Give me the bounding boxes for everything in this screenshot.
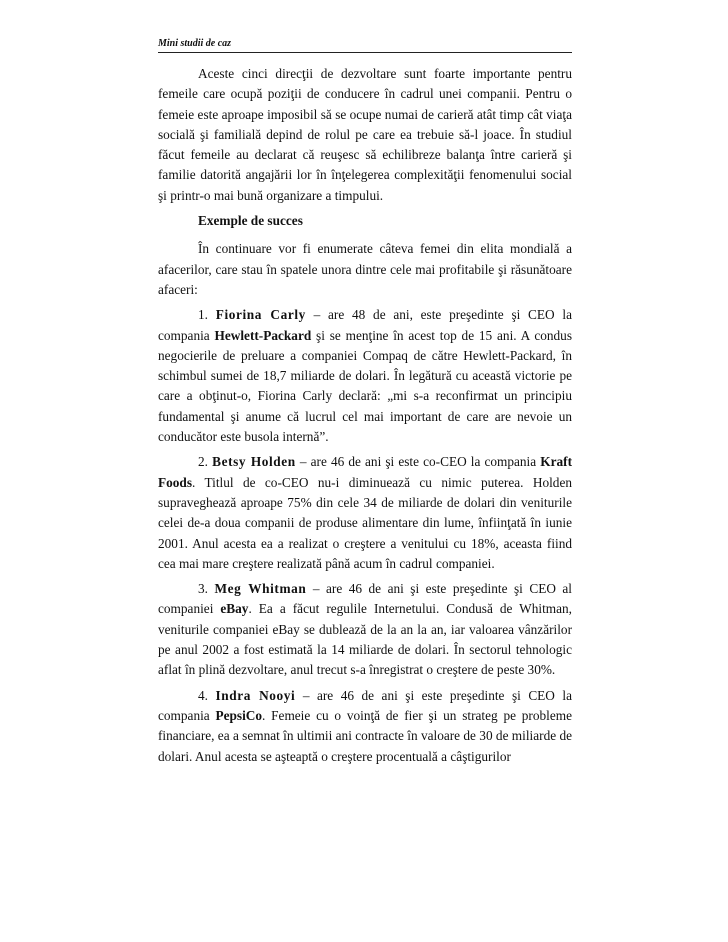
example-text: – are 46 de ani şi este co-CEO la compania bbox=[295, 454, 541, 470]
example-paragraph-holden bbox=[158, 452, 572, 574]
example-company-name: Kraft Foods bbox=[158, 454, 572, 490]
example-paragraph-fiorina bbox=[158, 305, 572, 447]
page-body bbox=[158, 64, 572, 772]
example-text: – are 46 de ani şi este preşedinte şi CEO la compania bbox=[158, 687, 573, 723]
example-number: 1. bbox=[198, 307, 208, 323]
example-number: 2. bbox=[198, 454, 208, 470]
example-person-name: Fiorina Carly bbox=[215, 307, 306, 323]
example-company-name: Hewlett-Packard bbox=[214, 327, 312, 343]
running-header-title: Mini studii de caz bbox=[158, 38, 232, 49]
example-person-name: Indra Nooyi bbox=[215, 687, 296, 703]
example-number: 3. bbox=[198, 581, 208, 597]
running-header bbox=[158, 38, 572, 53]
section-heading: Exemple de succes bbox=[198, 213, 303, 229]
example-paragraph-nooyi bbox=[158, 686, 572, 767]
example-text: . Ea a făcut regulile Internetului. Condusă de Whitman, veniturile companiei eBay se dublează de la an la an, iar valoarea vânzărilor pe anul 2002 a fost estimată la 14 miliarde de dolari. În sectorul tehnologic aflat în plină dezvoltare, anul trecut s-a înregistrat o creştere de peste 30%. bbox=[158, 601, 572, 678]
example-text: şi se menţine în acest top de 15 ani. A condus negocierile de preluare a companiei Compaq de către Hewlett-Packard, în schimbul sumei de 18,7 miliarde de dolari. În legătură cu această victorie pe care a obţinut-o, Fiorina Carly declară: „mi s-a reconfirmat un principiu fundamental şi anume că lucrul cel mai important de care are nevoie un conducător este busola internă”. bbox=[158, 327, 572, 445]
intro-paragraph: Aceste cinci direcţii de dezvoltare sunt foarte importante pentru femeile care ocupă poziţii de conducere în cadrul unei companii. Pentru o femeie este aproape imposibil să se ocupe numai de carieră atât timp cât viaţa socială şi familială depind de rolul pe care ea trebuie să-l joace. În studiul făcut femeile au declarat că reuşesc să echilibreze balanţa între carieră şi familie datorită angajării lor în înţelegerea complexităţii fenomenului social şi printr-o mai bună organizare a timpului. bbox=[158, 66, 572, 203]
example-text: . Titlul de co-CEO nu-i diminuează cu nimic puterea. Holden supraveghează aproape 75% din cele 34 de miliarde de dolari din veniturile celei de-a doua companii de produse alimentare din lume, înfiinţată în iunie 2001. Anul acesta ea a realizat o creştere a venitului cu 18%, aceasta fiind cea mai mare creştere realizată până acum în cadrul companiei. bbox=[158, 474, 572, 571]
example-number: 4. bbox=[198, 687, 208, 703]
example-company-name: PepsiCo bbox=[215, 707, 263, 723]
example-person-name: Betsy Holden bbox=[212, 454, 296, 470]
example-company-name: eBay bbox=[220, 601, 249, 617]
example-text: . Femeie cu o voinţă de fier şi un strateg pe probleme financiare, ea a semnat în ultimii ani contracte în valoare de 30 de miliarde de dolari. Anul acesta se aşteaptă o creştere procentuală a câştigurilor bbox=[158, 707, 572, 764]
example-text: – are 48 de ani, este preşedinte şi CEO la compania bbox=[158, 307, 572, 343]
section-lead-paragraph: În continuare vor fi enumerate câteva femei din elita mondială a afacerilor, care stau în spatele unora dintre cele mai profitabile şi răsunătoare afaceri: bbox=[158, 241, 572, 297]
example-paragraph-whitman bbox=[158, 579, 572, 680]
example-text: – are 46 de ani şi este preşedinte şi CEO al companiei bbox=[158, 581, 573, 617]
example-person-name: Meg Whitman bbox=[214, 581, 307, 597]
